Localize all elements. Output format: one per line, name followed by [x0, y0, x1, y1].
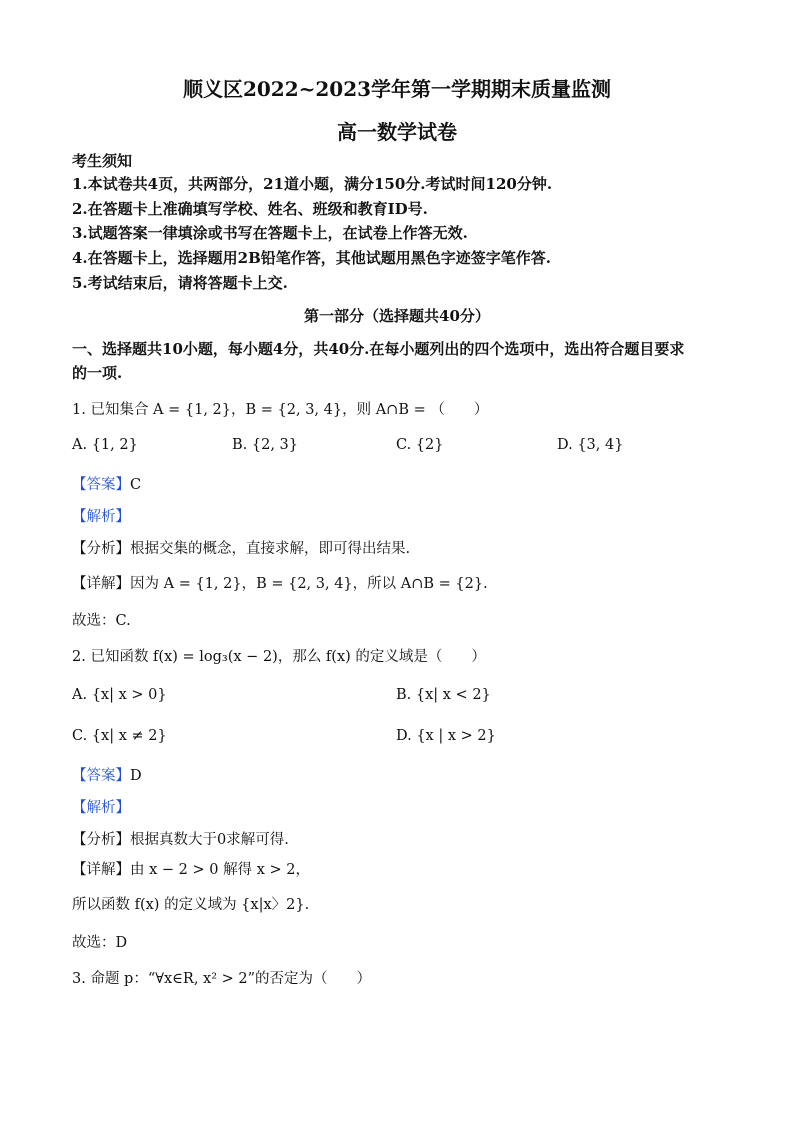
notice-item-1: 1.本试卷共4页，共两部分，21道小题，满分150分.考试时间120分钟. — [72, 175, 553, 193]
q1-conclusion: 故选：C. — [72, 613, 131, 629]
q1-detail: 因为 A = {1, 2}，B = {2, 3, 4}，所以 A∩B = {2}. — [130, 576, 488, 592]
q1-answer-tag: 【答案】 — [72, 477, 130, 493]
q1-detail-line — [72, 572, 488, 593]
notice-heading: 考生须知 — [72, 152, 133, 170]
q2-fenxi-line — [72, 828, 289, 849]
q2-fenxi: 根据真数大于0求解可得. — [130, 832, 289, 848]
q2-conclusion: 故选：D — [72, 935, 128, 951]
q2-detail-line — [72, 858, 310, 879]
notice-item-4: 4.在答题卡上，选择题用2B铅笔作答，其他试题用黑色字迹签字笔作答. — [72, 249, 551, 267]
q1-fenxi: 根据交集的概念，直接求解，即可得出结果. — [130, 541, 411, 557]
notice-item-3: 3.试题答案一律填涂或书写在答题卡上，在试卷上作答无效. — [72, 224, 468, 242]
part1-instruction-2: 的一项. — [72, 364, 123, 382]
q1-option-c: C. {2} — [396, 437, 444, 453]
part1-title: 第一部分（选择题共40分） — [304, 307, 490, 325]
exam-title: 顺义区2022~2023学年第一学期期末质量监测 — [182, 77, 612, 101]
q2-detail-2: 所以函数 f(x) 的定义域为 {x|x〉2}. — [72, 897, 310, 913]
q2-answer: D — [130, 768, 142, 784]
q1-option-d: D. {3, 4} — [557, 437, 624, 453]
q2-option-a: A. {x| x > 0} — [72, 687, 167, 703]
q2-option-c: C. {x| x ≠ 2} — [72, 728, 167, 744]
q1-stem: 1. 已知集合 A = {1, 2}，B = {2, 3, 4}，则 A∩B = （ ） — [72, 402, 489, 418]
q1-option-b: B. {2, 3} — [232, 437, 298, 453]
q1-detail-tag: 【详解】 — [72, 576, 130, 592]
q2-option-d: D. {x | x > 2} — [396, 728, 496, 744]
q2-stem: 2. 已知函数 f(x) = log₃(x − 2)，那么 f(x) 的定义域是（ ） — [72, 649, 486, 665]
q2-analysis-tag: 【解析】 — [72, 800, 130, 816]
q1-option-a: A. {1, 2} — [72, 437, 138, 453]
notice-item-2: 2.在答题卡上准确填写学校、姓名、班级和教育ID号. — [72, 200, 428, 218]
notice-item-5: 5.考试结束后，请将答题卡上交. — [72, 274, 288, 292]
q2-option-b: B. {x| x < 2} — [396, 687, 491, 703]
q1-fenxi-tag: 【分析】 — [72, 541, 130, 557]
exam-subtitle: 高一数学试卷 — [337, 120, 457, 144]
q2-detail: 由 x − 2 > 0 解得 x > 2， — [130, 862, 310, 878]
q2-answer-tag: 【答案】 — [72, 768, 130, 784]
q2-fenxi-tag: 【分析】 — [72, 832, 130, 848]
q1-answer: C — [130, 477, 142, 493]
q3-stem: 3. 命题 p：“∀x∈R, x² > 2”的否定为（ ） — [72, 971, 372, 987]
q2-detail-tag: 【详解】 — [72, 862, 130, 878]
part1-instruction-1: 一、选择题共10小题，每小题4分，共40分.在每小题列出的四个选项中，选出符合题目要求 — [72, 340, 685, 358]
q1-answer-line — [72, 473, 141, 494]
q1-analysis-tag: 【解析】 — [72, 509, 130, 525]
q2-answer-line — [72, 764, 142, 785]
q1-fenxi-line — [72, 537, 410, 558]
